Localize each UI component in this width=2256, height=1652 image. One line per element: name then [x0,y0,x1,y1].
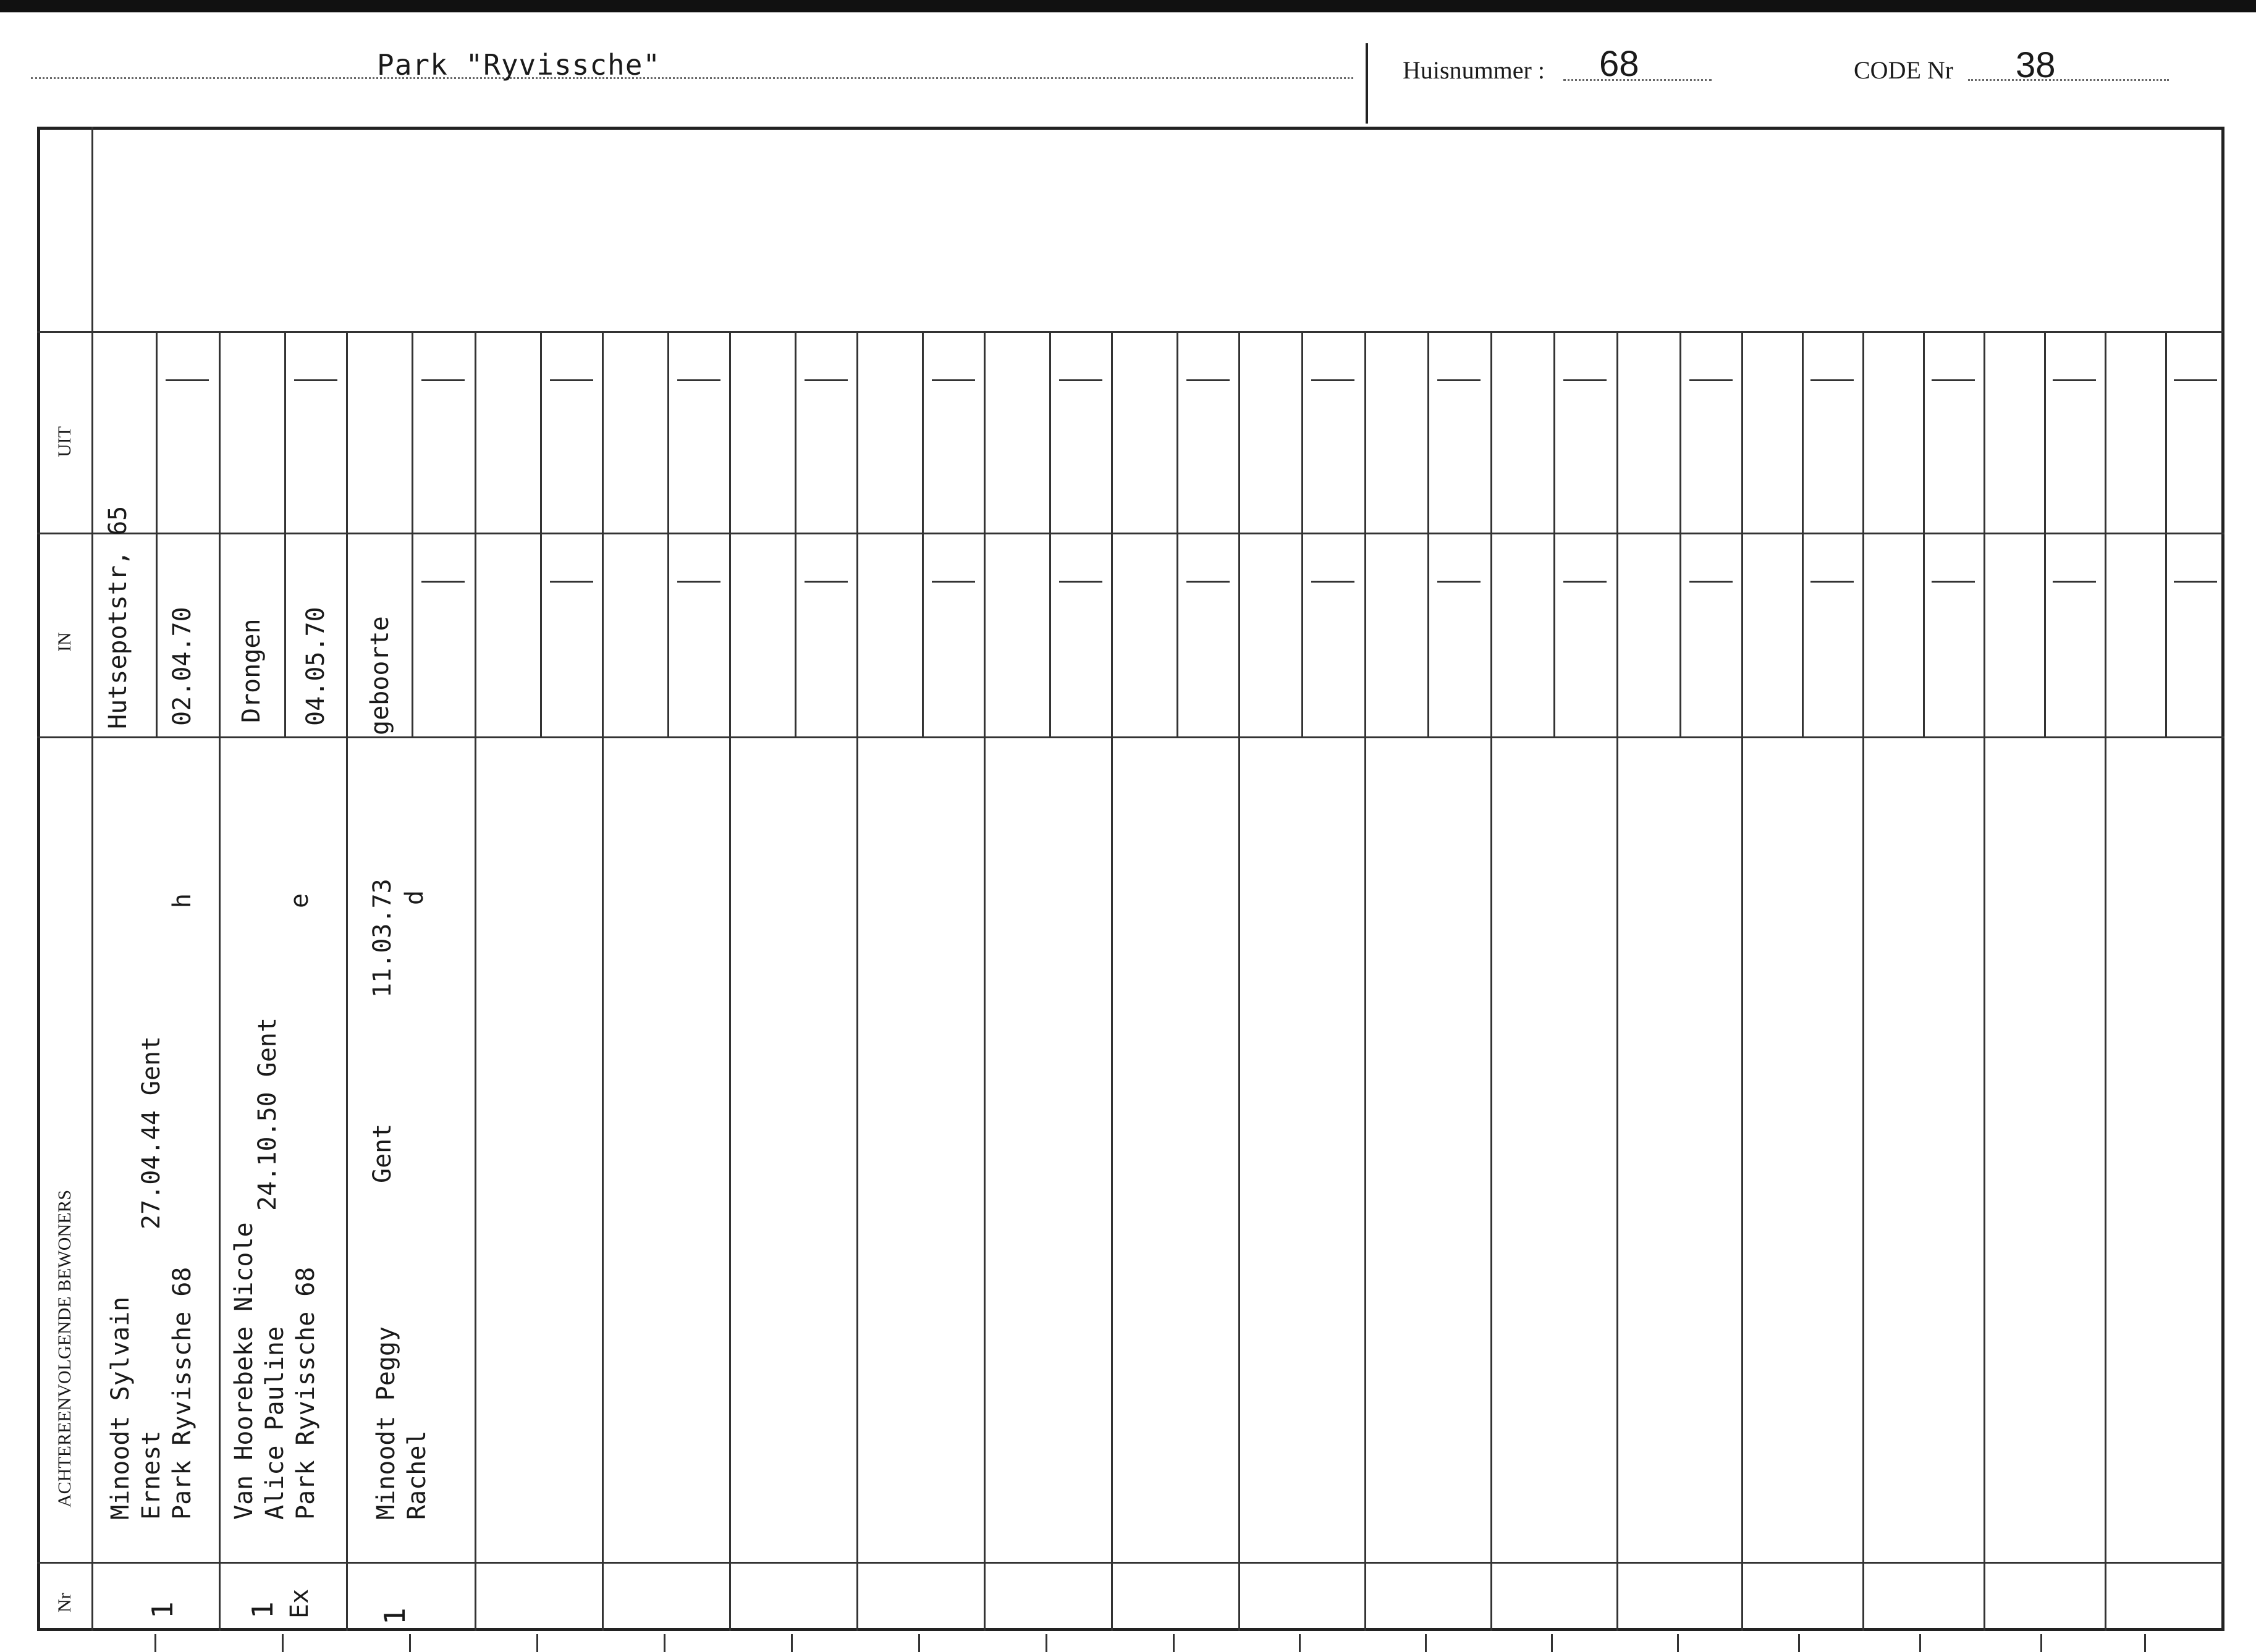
uit-dash [1437,379,1481,381]
in-dash [1932,581,1975,583]
resident-3-birth: 11.03.73 [368,879,397,998]
half-column-divider [1427,331,1429,736]
column-divider [1616,331,1618,1631]
in-dash [805,581,848,583]
nr-column-label: Nr [54,1593,75,1612]
bottom-tick [664,1634,665,1652]
resident-1-code: h [168,893,196,908]
top-edge-bar [0,0,2256,12]
uit-column-label: UIT [54,426,75,457]
in-dash [2174,581,2217,583]
row-line-nr-left [37,1562,93,1564]
half-column-divider [1679,331,1681,736]
uit-dash [1059,379,1102,381]
column-divider [219,331,221,1631]
column-divider [1741,331,1743,1631]
resident-2-name: Van Hoorebeke Nicole [230,1222,258,1520]
half-column-divider [1923,331,1925,736]
bottom-tick [536,1634,538,1652]
in-dash [1059,581,1102,583]
resident-2-nr: 1 [246,1601,279,1619]
column-divider [2105,331,2106,1631]
bewoners-column-label: ACHTEREENVOLGENDE BEWONERS [54,1189,75,1507]
bottom-tick [409,1634,411,1652]
resident-2-address: Park Ryvissche 68 [292,1266,320,1520]
column-divider [1984,331,1985,1631]
park-title: Park "Ryvissche" [377,48,661,82]
column-divider [1238,331,1240,1631]
half-column-divider [1049,331,1051,736]
uit-dash [166,379,209,381]
resident-3-in-place: geboorte [366,616,394,735]
uit-dash [805,379,848,381]
column-divider [1111,331,1113,1631]
park-dotted-line [31,77,1353,79]
bottom-tick [1551,1634,1553,1652]
resident-2-given: Alice Pauline [261,1326,289,1520]
resident-3-name: Minoodt Peggy [372,1326,400,1520]
column-divider [1364,331,1366,1631]
bottom-tick [1046,1634,1047,1652]
column-divider [729,331,731,1631]
column-divider [1490,331,1492,1631]
column-divider [984,331,986,1631]
row-line-uit-top [37,331,93,333]
huisnummer-value: 68 [1599,44,1639,84]
in-dash [1810,581,1854,583]
bottom-tick [918,1634,920,1652]
in-dash [1186,581,1230,583]
bottom-tick [791,1634,793,1652]
column-divider [602,331,604,1631]
bottom-tick [2040,1634,2042,1652]
resident-3-birth-place: Gent [368,1123,397,1183]
half-column-divider [1553,331,1555,736]
half-column-divider [284,331,286,736]
resident-1-birth: 27.04.44 Gent [137,1035,166,1229]
resident-3-nr: 1 [378,1608,412,1625]
bottom-tick [1299,1634,1301,1652]
uit-dash [1186,379,1230,381]
in-dash [1563,581,1607,583]
resident-2-nr-extra: Ex [285,1588,314,1619]
uit-dash [1932,379,1975,381]
resident-1-in-date: 02.04.70 [168,607,196,726]
resident-1-given: Ernest [137,1430,166,1520]
resident-2-in-place: Drongen [237,618,266,723]
bottom-tick [1677,1634,1679,1652]
half-column-divider [1301,331,1303,736]
bottom-tick [1919,1634,1921,1652]
uit-dash [2174,379,2217,381]
huisnummer-label: Huisnummer : [1403,56,1545,84]
row-line-uit-in [37,533,2224,534]
register-form-frame [37,127,2224,1631]
resident-1-in-place: Hutsepotstr, 65 [104,505,132,729]
column-divider [1862,331,1864,1631]
row-line-in-bewoners [37,736,2224,738]
half-column-divider [156,331,158,736]
in-dash [550,581,593,583]
uit-dash [1311,379,1354,381]
uit-dash [294,379,337,381]
row-line-bewoners-nr [91,1562,2223,1564]
bottom-tick [1425,1634,1427,1652]
half-column-divider [2044,331,2046,736]
resident-3-given: Rachel [403,1430,431,1520]
code-value: 38 [2016,45,2056,85]
code-dotted-line [1968,79,2169,81]
uit-dash [2053,379,2096,381]
half-column-divider [1177,331,1178,736]
in-dash [1311,581,1354,583]
in-dash [932,581,975,583]
uit-dash [1563,379,1607,381]
bottom-tick [154,1634,156,1652]
uit-dash [932,379,975,381]
column-divider [475,331,476,1631]
in-dash [1437,581,1481,583]
uit-dash [1810,379,1854,381]
header-divider [1366,43,1368,124]
resident-2-in-date: 04.05.70 [302,607,330,726]
half-column-divider [412,331,413,736]
half-column-divider [795,331,796,736]
resident-1-address: Park Ryvissche 68 [168,1266,196,1520]
half-column-divider [2165,331,2167,736]
resident-2-code: e [285,893,314,908]
code-label: CODE Nr [1854,56,1954,84]
in-dash [2053,581,2096,583]
uit-dash [677,379,720,381]
uit-dash [421,379,465,381]
bottom-tick [1798,1634,1800,1652]
in-dash [677,581,720,583]
in-column-label: IN [54,632,75,652]
half-column-divider [667,331,669,736]
half-column-divider [1802,331,1804,736]
uit-dash [1689,379,1733,381]
in-dash [421,581,465,583]
column-divider [346,331,348,1631]
half-column-divider [922,331,924,736]
bottom-tick [1173,1634,1175,1652]
in-dash [1689,581,1733,583]
bottom-tick [282,1634,284,1652]
uit-dash [550,379,593,381]
resident-1-name: Minoodt Sylvain [106,1296,135,1520]
half-column-divider [540,331,542,736]
bottom-tick [2144,1634,2146,1652]
resident-3-code: d [400,890,429,905]
resident-1-nr: 1 [146,1601,179,1619]
label-column-divider [91,127,93,1631]
resident-2-birth: 24.10.50 Gent [253,1017,282,1211]
column-divider [856,331,858,1631]
